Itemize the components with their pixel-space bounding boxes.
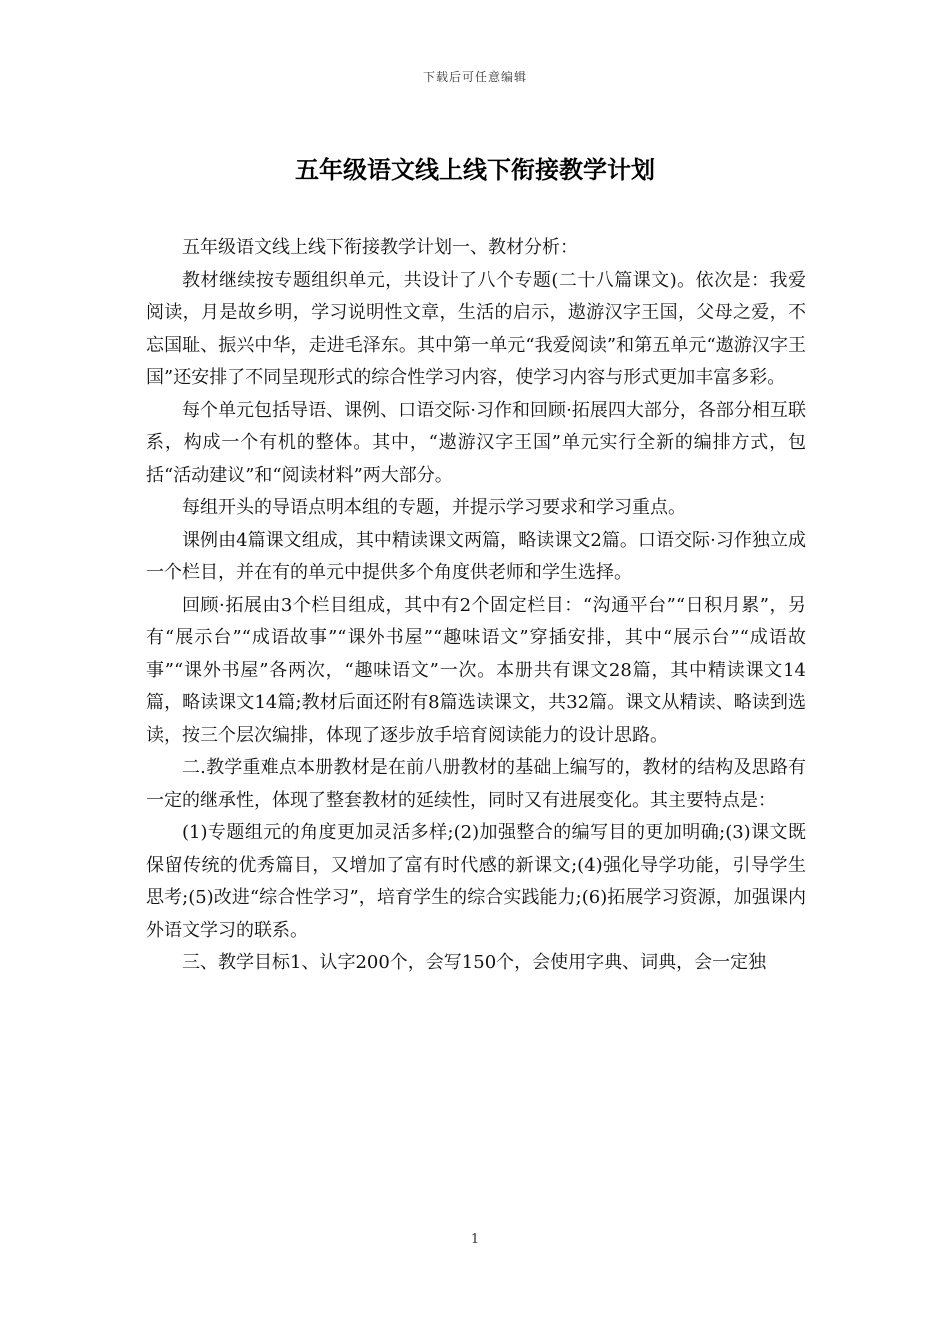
document-body	[146, 232, 806, 980]
paragraph: (1)专题组元的角度更加灵活多样;(2)加强整合的编写目的更加明确;(3)课文既保留传统的优秀篇目，又增加了富有时代感的新课文;(4)强化导学功能，引导学生思考;(5)改进“综合性学习”，培育学生的综合实践能力;(6)拓展学习资源，加强课内外语文学习的联系。	[146, 822, 806, 941]
document-title: 五年级语文线上线下衔接教学计划	[295, 156, 655, 184]
paragraph: 课例由4篇课文组成，其中精读课文两篇，略读课文2篇。口语交际·习作独立成一个栏目，并在有的单元中提供多个角度供老师和学生选择。	[146, 529, 806, 583]
paragraph: 教材继续按专题组织单元，共设计了八个专题(二十八篇课文)。依次是：我爱阅读，月是故乡明，学习说明性文章，生活的启示，遨游汉字王国，父母之爱，不忘国耻、振兴中华，走进毛泽东。其中第一单元“我爱阅读”和第五单元“遨游汉字王国”还安排了不同呈现形式的综合性学习内容，使学习内容与形式更加丰富多彩。	[146, 269, 806, 388]
paragraph: 五年级语文线上线下衔接教学计划一、教材分析：	[182, 237, 578, 258]
paragraph: 每组开头的导语点明本组的专题，并提示学习要求和学习重点。	[182, 497, 686, 518]
paragraph: 二.教学重难点本册教材是在前八册教材的基础上编写的，教材的结构及思路有一定的继承性，体现了整套教材的延续性，同时又有进展变化。其主要特点是：	[146, 757, 806, 811]
paragraph: 每个单元包括导语、课例、口语交际·习作和回顾·拓展四大部分，各部分相互联系，构成一个有机的整体。其中，“遨游汉字王国”单元实行全新的编排方式，包括“活动建议”和“阅读材料”两大部分。	[146, 399, 806, 486]
paragraph: 三、教学目标1、认字200个，会写150个，会使用字典、词典，会一定独	[182, 952, 767, 973]
page-header-note: 下载后可任意编辑	[422, 70, 527, 84]
paragraph: 回顾·拓展由3个栏目组成，其中有2个固定栏目：“沟通平台”“日积月累”，另有“展示台”“成语故事”“课外书屋”“趣味语文”穿插安排，其中“展示台”“成语故事”“课外书屋”各两次，“趣味语文”一次。本册共有课文28篇，其中精读课文14篇，略读课文14篇;教材后面还附有8篇选读课文，共32篇。课文从精读、略读到选读，按三个层次编排，体现了逐步放手培育阅读能力的设计思路。	[146, 594, 806, 746]
page-number: 1	[470, 1232, 480, 1247]
